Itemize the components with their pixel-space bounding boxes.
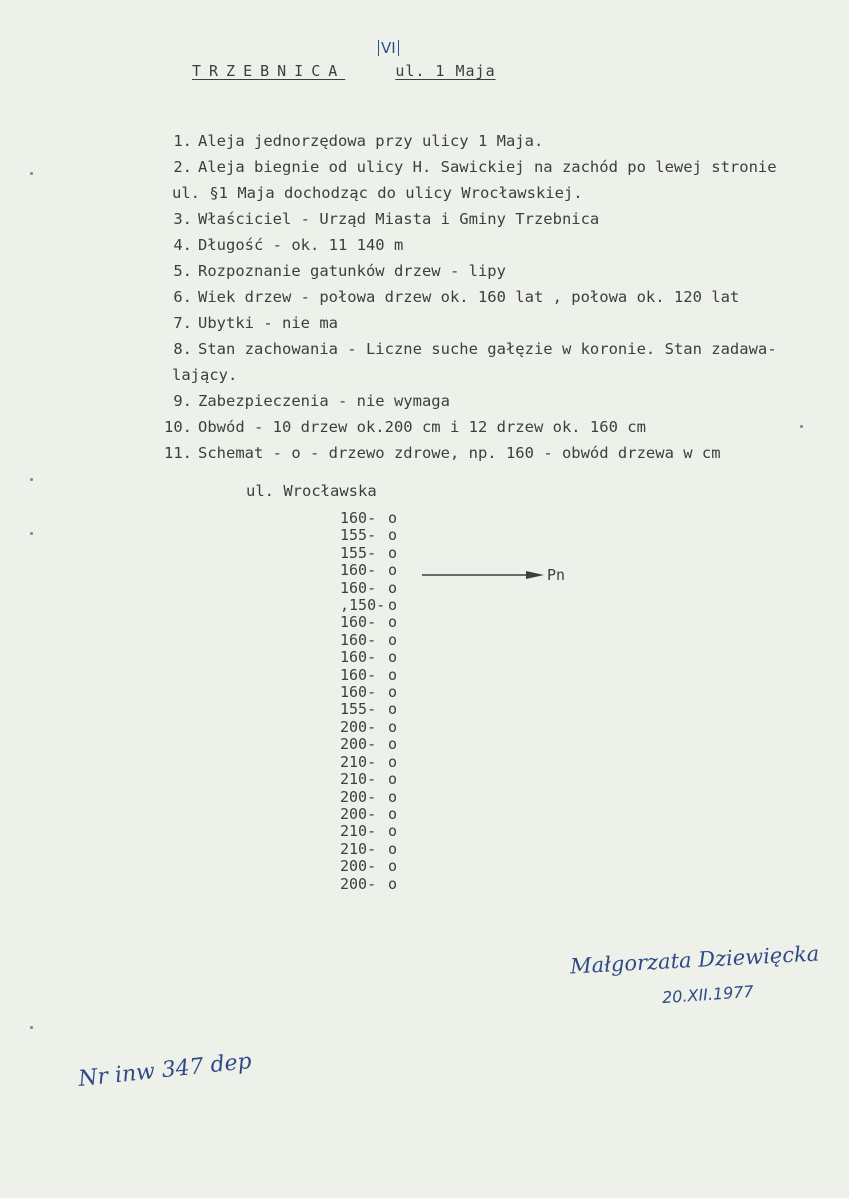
- tree-circumference: 160-: [340, 630, 377, 649]
- tree-circumference: 210-: [340, 770, 377, 789]
- tree-circumference: 210-: [340, 752, 377, 771]
- list-item: 10. Obwód - 10 drzew ok.200 cm i 12 drzew ok. 160 cm: [164, 418, 646, 436]
- item-list: [150, 128, 849, 466]
- tree-mark: o: [388, 578, 398, 597]
- tree-row: [340, 876, 397, 893]
- tree-mark: o: [388, 683, 398, 702]
- tree-mark: o: [388, 874, 398, 893]
- tree-mark: o: [388, 822, 398, 841]
- list-item: 4. Długość - ok. 11 140 m: [173, 236, 404, 254]
- handwritten-date: 20.XII.1977: [661, 981, 755, 1008]
- tree-mark: o: [388, 665, 398, 684]
- tree-circumference: 155-: [340, 526, 377, 545]
- tree-mark: o: [388, 787, 398, 806]
- tree-circumference: 155-: [340, 543, 377, 562]
- list-item-continuation: ul. §1 Maja dochodząc do ulicy Wrocławskiej.: [172, 184, 583, 202]
- tree-circumference: 200-: [340, 857, 377, 876]
- tree-row: [340, 789, 397, 806]
- tree-row: [340, 719, 397, 736]
- tree-row: [340, 510, 397, 527]
- handwritten-signature: Małgorzata Dziewięcka: [569, 941, 820, 979]
- tree-row: [340, 527, 397, 544]
- tree-mark: o: [388, 596, 398, 615]
- tree-row: [340, 649, 397, 666]
- tree-circumference: 160-: [340, 509, 377, 527]
- tree-circumference: 160-: [340, 665, 377, 684]
- list-item: 3. Właściciel - Urząd Miasta i Gminy Trzebnica: [173, 210, 600, 228]
- tree-mark: o: [388, 509, 398, 527]
- tree-row: [340, 701, 397, 718]
- tree-mark: o: [388, 526, 398, 545]
- tree-mark: o: [388, 700, 398, 719]
- tree-circumference: 160-: [340, 613, 377, 632]
- tree-circumference: 200-: [340, 787, 377, 806]
- list-item: 6. Wiek drzew - połowa drzew ok. 160 lat , połowa ok. 120 lat: [173, 288, 740, 306]
- tree-circumference: 160-: [340, 648, 377, 667]
- tree-circumference: 155-: [340, 700, 377, 719]
- tree-circumference: 160-: [340, 561, 377, 580]
- tree-row: [340, 823, 397, 840]
- tree-row: [340, 632, 397, 649]
- tree-row: [340, 667, 397, 684]
- tree-mark: o: [388, 735, 398, 754]
- tree-circumference: 200-: [340, 804, 377, 823]
- tree-row: [340, 580, 397, 597]
- tree-mark: o: [388, 561, 398, 580]
- tree-row: [340, 858, 397, 875]
- tree-mark: o: [388, 752, 398, 771]
- margin-mark: [30, 532, 33, 535]
- tree-row: [340, 597, 397, 614]
- tree-mark: o: [388, 630, 398, 649]
- tree-mark: o: [388, 543, 398, 562]
- tree-mark: o: [388, 804, 398, 823]
- list-item: 1. Aleja jednorzędowa przy ulicy 1 Maja.: [173, 132, 544, 150]
- tree-row: [340, 614, 397, 631]
- roman-numeral-annotation: VI: [378, 40, 399, 56]
- street-name: ul. 1 Maja: [395, 62, 496, 80]
- tree-mark: o: [388, 613, 398, 632]
- list-item: 11. Schemat - o - drzewo zdrowe, np. 160 - obwód drzewa w cm: [164, 444, 721, 462]
- tree-row: [340, 754, 397, 771]
- tree-circumference: 200-: [340, 874, 377, 893]
- direction-label: Pn: [547, 566, 566, 584]
- list-item: 9. Zabezpieczenia - nie wymaga: [173, 392, 450, 410]
- list-item: 2. Aleja biegnie od ulicy H. Sawickiej na zachód po lewej stronie: [173, 158, 777, 176]
- list-item: 8. Stan zachowania - Liczne suche gałęzie w koronie. Stan zadawa-: [173, 340, 777, 358]
- tree-mark: o: [388, 717, 398, 736]
- tree-circumference: 160-: [340, 578, 377, 597]
- tree-row: [340, 684, 397, 701]
- tree-circumference: 210-: [340, 839, 377, 858]
- tree-mark: o: [388, 648, 398, 667]
- tree-row: [340, 771, 397, 788]
- tree-circumference: 200-: [340, 717, 377, 736]
- tree-row: [340, 545, 397, 562]
- tree-circumference: 160-: [340, 683, 377, 702]
- margin-mark: [800, 425, 803, 428]
- tree-schema-list: [340, 510, 397, 893]
- margin-mark: [30, 478, 33, 481]
- schema-street-label: ul. Wrocławska: [246, 482, 377, 500]
- tree-mark: o: [388, 839, 398, 858]
- list-item-continuation: lający.: [172, 366, 238, 384]
- list-item: 7. Ubytki - nie ma: [173, 314, 338, 332]
- north-arrow-icon: [420, 565, 550, 585]
- tree-circumference: ,150-: [340, 596, 386, 615]
- tree-circumference: 200-: [340, 735, 377, 754]
- document-title: [192, 62, 496, 80]
- margin-mark: [30, 172, 33, 175]
- tree-row: [340, 806, 397, 823]
- tree-circumference: 210-: [340, 822, 377, 841]
- list-item: 5. Rozpoznanie gatunków drzew - lipy: [173, 262, 506, 280]
- margin-mark: [30, 1026, 33, 1029]
- tree-row: [340, 736, 397, 753]
- inventory-note: Nr inw 347 dep: [77, 1048, 253, 1093]
- tree-row: [340, 841, 397, 858]
- tree-mark: o: [388, 770, 398, 789]
- tree-mark: o: [388, 857, 398, 876]
- tree-row: [340, 562, 397, 579]
- town-name: TRZEBNICA: [192, 62, 346, 80]
